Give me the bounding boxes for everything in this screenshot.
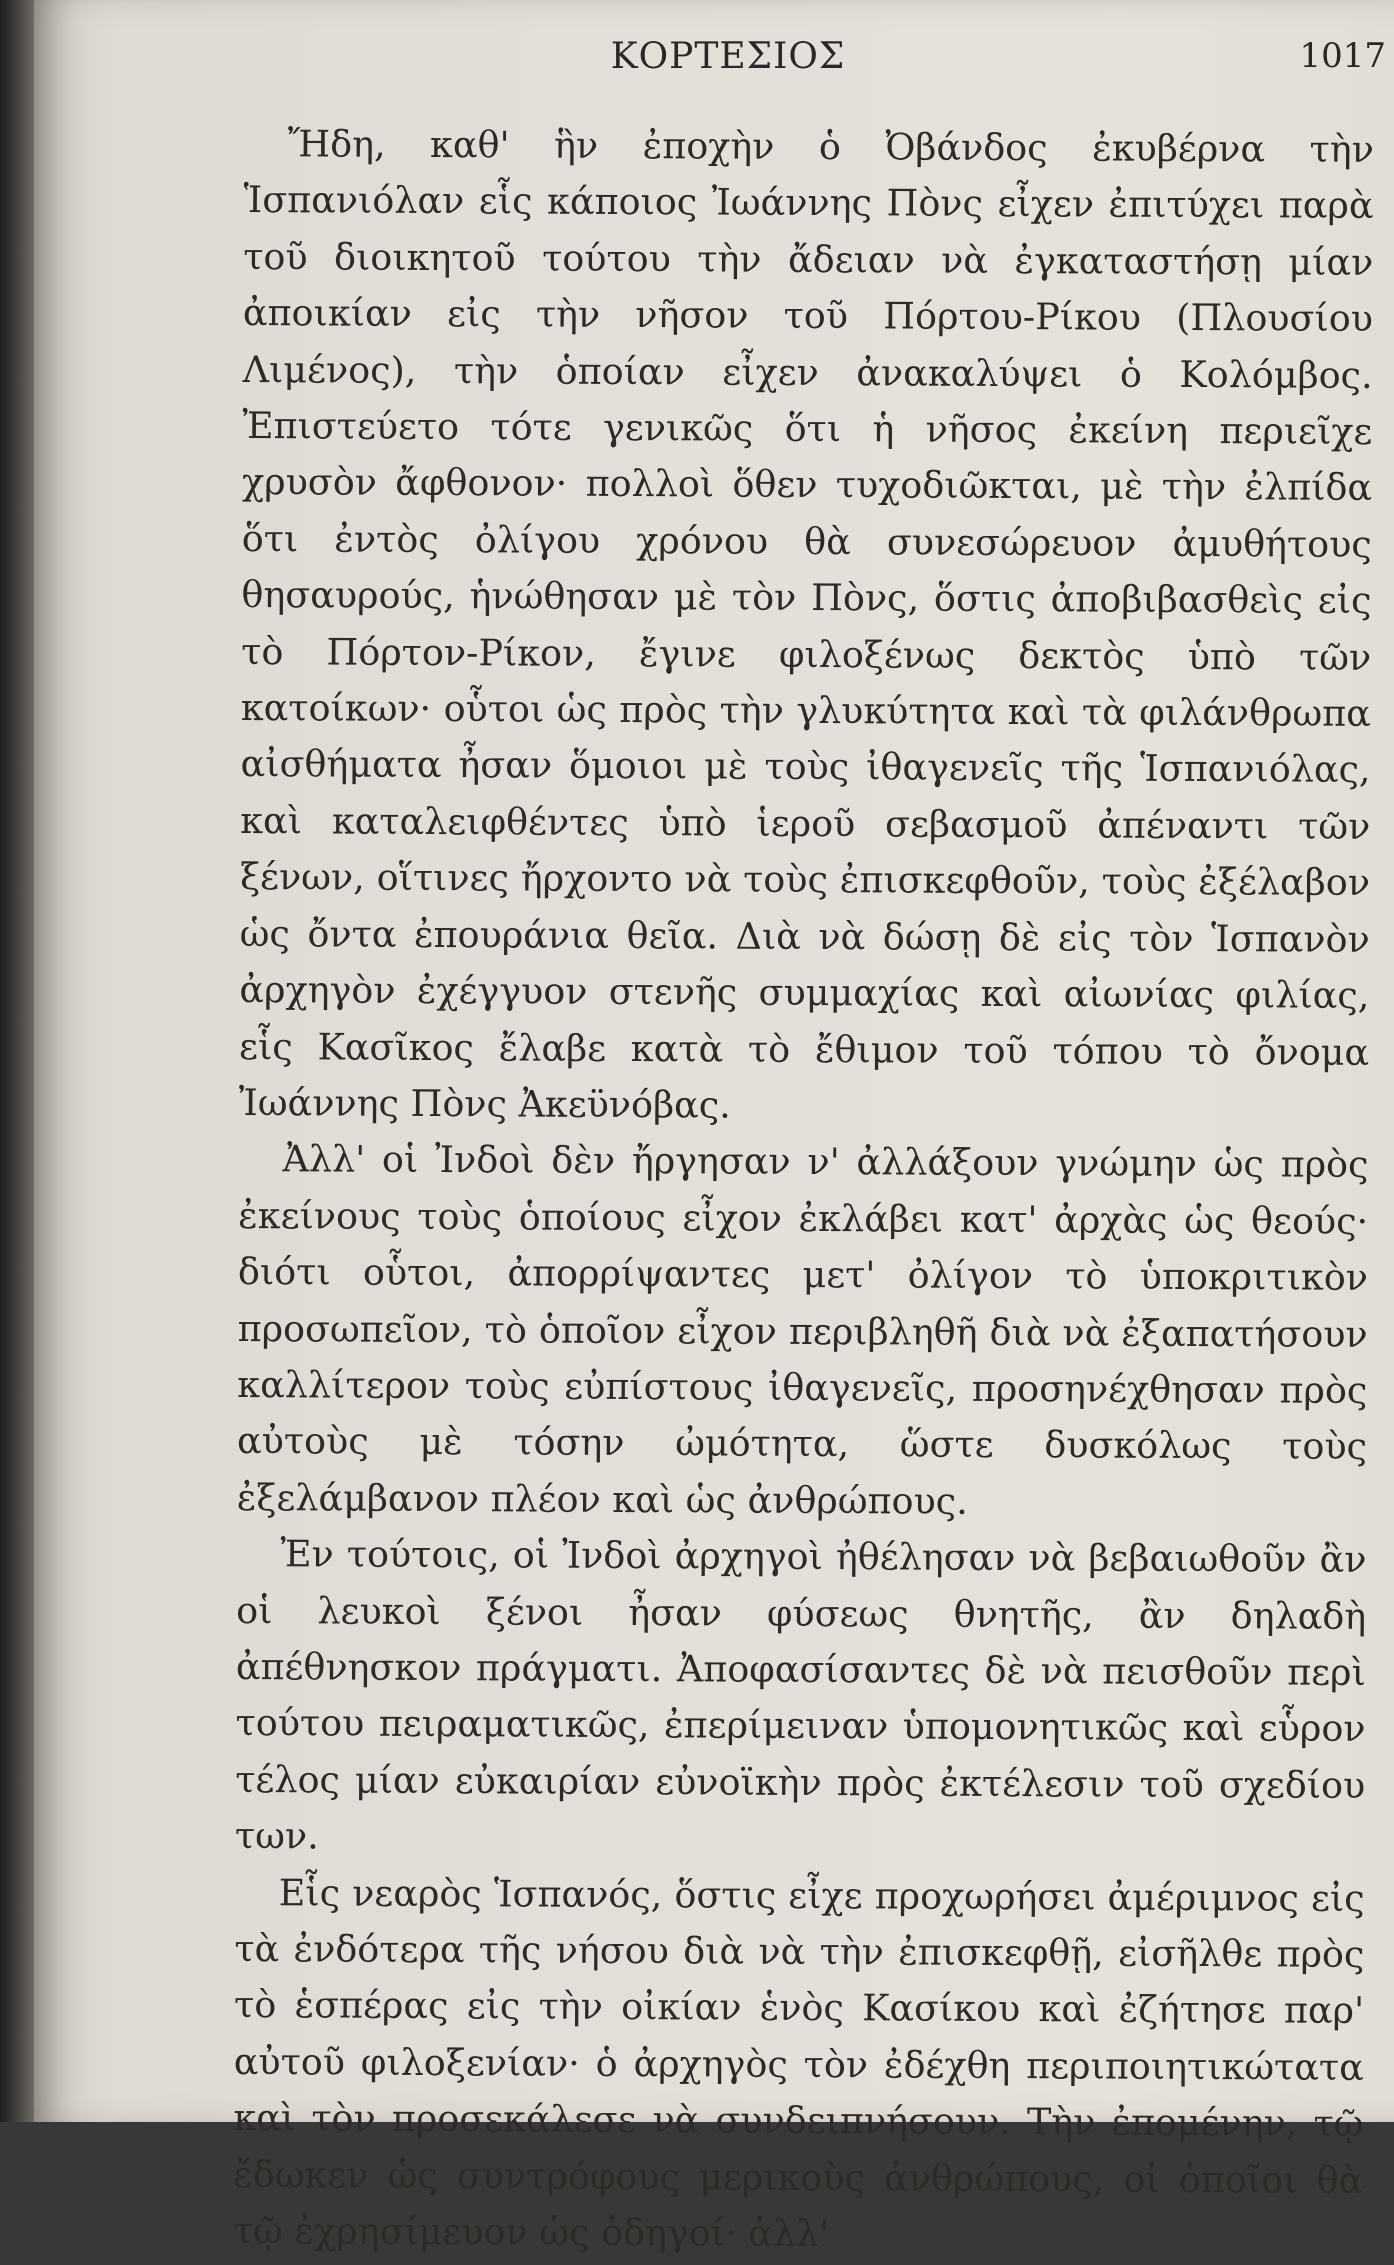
running-head: ΚΟΡΤΕΣΙΟΣ <box>610 36 846 77</box>
body-text <box>233 116 1374 2265</box>
page-header <box>68 36 1388 76</box>
book-gutter-shadow <box>0 0 34 2122</box>
paragraph-4: Εἷς νεαρὸς Ἱσπανός, ὅστις εἶχε προχωρήσει ἀμέριμνος εἰς τὰ ἐνδότερα τῆς νήσου διὰ νὰ τὴν ἐπισκεφθῇ, εἰσῆλθε πρὸς τὸ ἑσπέρας εἰς τὴν οἰκίαν ἑνὸς Κασίκου καὶ ἐζήτησε παρ' αὐτοῦ φιλοξενίαν· ὁ ἀρχηγὸς τὸν ἐδέχθη περιποιητικώτατα καὶ τὸν προσεκάλεσε νὰ συνδειπνήσουν. Τὴν ἐπομένην, τῷ ἔδωκεν ὡς συντρόφους μερικοὺς ἀνθρώπους, οἱ ὁποῖοι θὰ τῷ ἐχρησίμευον ὡς ὁδηγοί· ἀλλ' <box>232 1870 1365 2256</box>
paragraph-3: Ἐν τούτοις, οἱ Ἰνδοὶ ἀρχηγοὶ ἠθέλησαν νὰ βεβαιωθοῦν ἂν οἱ λευκοὶ ξένοι ἦσαν φύσεως θνητῆς, ἂν δηλαδὴ ἀπέθνησκον πράγματι. Ἀποφασίσαντες δὲ νὰ πεισθοῦν περὶ τούτου πειραματικῶς, ἐπερίμειναν ὑπομονητικῶς καὶ εὗρον τέλος μίαν εὐκαιρίαν εὐνοϊκὴν πρὸς ἐκτέλεσιν τοῦ σχεδίου των. <box>234 1532 1367 1858</box>
page-number: 1017 <box>1299 36 1386 76</box>
paragraph-1: Ἤδη, καθ' ἣν ἐποχὴν ὁ Ὀβάνδος ἐκυβέρνα τὴν Ἱσπανιόλαν εἷς κάποιος Ἰωάννης Πὸνς εἶχεν ἐπιτύχει παρὰ τοῦ διοικητοῦ τούτου τὴν ἄδειαν νὰ ἐγκαταστήσῃ μίαν ἀποικίαν εἰς τὴν νῆσον τοῦ Πόρτου-Ρίκου (Πλουσίου Λιμένος), τὴν ὁποίαν εἶχεν ἀνακαλύψει ὁ Κολόμβος. Ἐπιστεύετο τότε γενικῶς ὅτι ἡ νῆσος ἐκείνη περιεῖχε χρυσὸν ἄφθονον· πολλοὶ ὅθεν τυχοδιῶκται, μὲ τὴν ἐλπίδα ὅτι ἐντὸς ὀλίγου χρόνου θὰ συνεσώρευον ἀμυθήτους θησαυρούς, ἡνώθησαν μὲ τὸν Πὸνς, ὅστις ἀποβιβασθεὶς εἰς τὸ Πόρτον-Ρίκον, ἔγινε φιλοξένως δεκτὸς ὑπὸ τῶν κατοίκων· οὗτοι ὡς πρὸς τὴν γλυκύτητα καὶ τὰ φιλάνθρωπα αἰσθήματα ἦσαν ὅμοιοι μὲ τοὺς ἰθαγενεῖς τῆς Ἱσπανιόλας, καὶ καταλειφθέντες ὑπὸ ἱεροῦ σεβασμοῦ ἀπέναντι τῶν ξένων, οἵτινες ἤρχοντο νὰ τοὺς ἐπισκεφθοῦν, τοὺς ἐξέλαβον ὡς ὄντα ἐπουράνια θεῖα. Διὰ νὰ δώσῃ δὲ εἰς τὸν Ἱσπανὸν ἀρχηγὸν ἐχέγγυον στενῆς συμμαχίας καὶ αἰωνίας φιλίας, εἷς Κασῖκος ἔλαβε κατὰ τὸ ἔθιμον τοῦ τόπου τὸ ὄνομα Ἰωάννης Πὸνς Ἀκεϋνόβας. <box>238 122 1374 1127</box>
book-page <box>34 0 1394 2256</box>
paragraph-2: Ἀλλ' οἱ Ἰνδοὶ δὲν ἤργησαν ν' ἀλλάξουν γνώμην ὡς πρὸς ἐκείνους τοὺς ὁποίους εἶχον ἐκλάβει κατ' ἀρχὰς ὡς θεούς· διότι οὗτοι, ἀπορρίψαντες μετ' ὀλίγον τὸ ὑποκριτικὸν προσωπεῖον, τὸ ὁποῖον εἶχον περιβληθῆ διὰ νὰ ἐξαπατήσουν καλλίτερον τοὺς εὐπίστους ἰθαγενεῖς, προσηνέχθησαν πρὸς αὐτοὺς μὲ τόσην ὠμότητα, ὥστε δυσκόλως τοὺς ἐξελάμβανον πλέον καὶ ὡς ἀνθρώπους. <box>236 1137 1369 1523</box>
